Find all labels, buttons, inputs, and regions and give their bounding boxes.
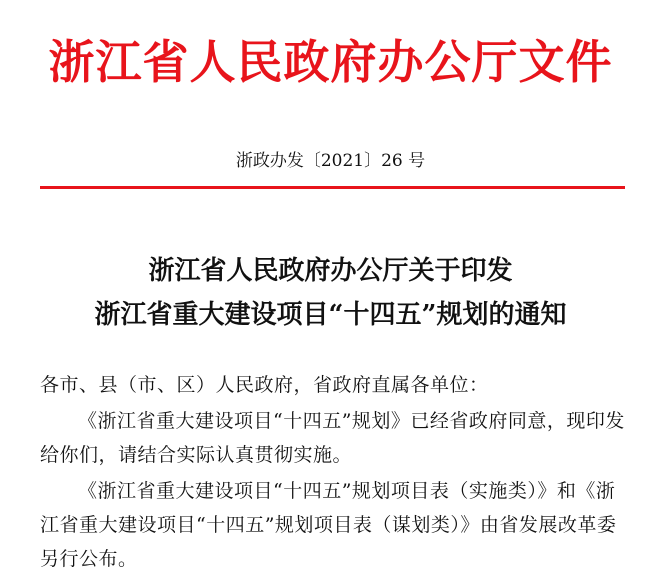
notice-title-line-1: 浙江省人民政府办公厅关于印发 [148,256,513,286]
red-divider-line [40,186,625,189]
body-paragraph: 《浙江省重大建设项目“十四五”规划》已经省政府同意，现印发给你们，请结合实际认真贯彻实施。 [40,410,625,466]
salutation: 各市、县（市、区）人民政府，省政府直属各单位： [40,374,489,396]
document-header-title: 浙江省人民政府办公厅文件 [48,35,613,89]
body-paragraph: 《浙江省重大建设项目“十四五”规划项目表（实施类）》和《浙江省重大建设项目“十四五”规划项目表（谋划类）》由省发展改革委另行公布。 [40,480,617,570]
notice-title-line-2: 浙江省重大建设项目“十四五”规划的通知 [94,300,567,330]
document-number: 浙政办发〔2021〕26 号 [235,151,426,171]
